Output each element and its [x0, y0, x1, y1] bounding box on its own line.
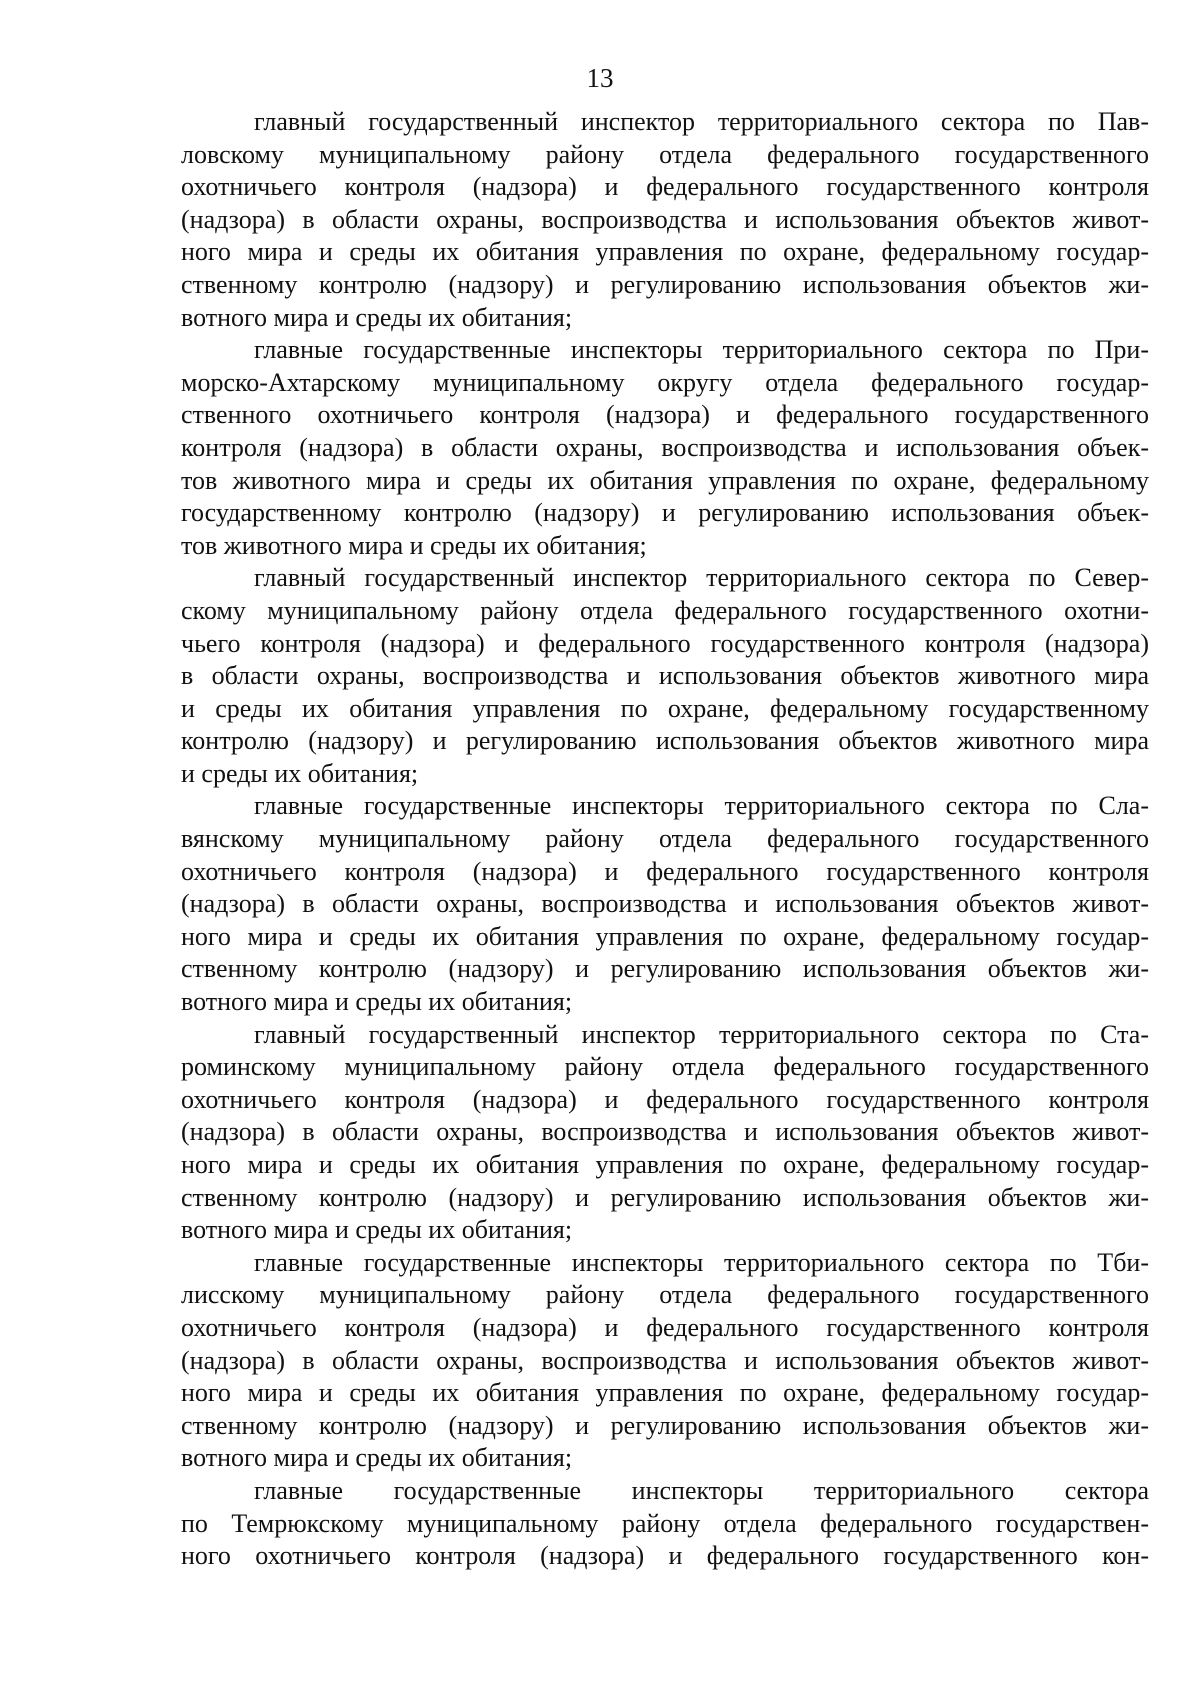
- text-line: государственному контролю (надзору) и регулированию использования объек-: [181, 498, 1149, 528]
- text-line: ного охотничьего контроля (надзора) и федерального государственного кон-: [181, 1541, 1149, 1571]
- text-line: ственному контролю (надзору) и регулированию использования объектов жи-: [181, 1410, 1149, 1440]
- document-body: [181, 106, 1149, 1573]
- text-line: вотного мира и среды их обитания;: [181, 302, 573, 332]
- text-line: главные государственные инспекторы территориального сектора по Сла-: [254, 791, 1149, 821]
- paragraph: [181, 562, 1149, 790]
- page-number: 13: [586, 63, 614, 93]
- text-line: охотничьего контроля (надзора) и федерального государственного контроля: [181, 1084, 1149, 1114]
- text-line: (надзора) в области охраны, воспроизводства и использования объектов живот-: [181, 204, 1149, 234]
- text-line: роминскому муниципальному району отдела федерального государственного: [181, 1052, 1149, 1082]
- text-line: главный государственный инспектор территориального сектора по Ста-: [254, 1019, 1149, 1049]
- text-line: ного мира и среды их обитания управления по охране, федеральному государ-: [181, 1150, 1149, 1179]
- text-line: главные государственные инспекторы территориального сектора по При-: [254, 335, 1149, 365]
- paragraph: [181, 1475, 1149, 1573]
- text-line: (надзора) в области охраны, воспроизводства и использования объектов живот-: [181, 889, 1149, 919]
- text-line: по Темрюкскому муниципальному району отдела федерального государствен-: [181, 1508, 1149, 1538]
- text-line: вотного мира и среды их обитания;: [181, 1443, 573, 1473]
- text-line: чьего контроля (надзора) и федерального государственного контроля (надзора): [181, 628, 1149, 658]
- text-line: охотничьего контроля (надзора) и федерального государственного контроля: [181, 856, 1149, 886]
- text-line: ственному контролю (надзору) и регулированию использования объектов жи-: [181, 1182, 1149, 1212]
- text-line: морско-Ахтарскому муниципальному округу отдела федерального государ-: [181, 367, 1149, 397]
- text-line: (надзора) в области охраны, воспроизводства и использования объектов живот-: [181, 1117, 1149, 1147]
- text-line: главный государственный инспектор территориального сектора по Пав-: [254, 107, 1149, 136]
- text-line: ственного охотничьего контроля (надзора) и федерального государственного: [181, 400, 1149, 430]
- text-line: вянскому муниципальному району отдела федерального государственного: [181, 824, 1149, 854]
- text-line: ного мира и среды их обитания управления по охране, федеральному государ-: [181, 921, 1149, 951]
- text-line: скому муниципальному району отдела федерального государственного охотни-: [181, 595, 1149, 625]
- text-line: и среды их обитания;: [181, 758, 419, 788]
- text-line: ного мира и среды их обитания управления по охране, федеральному государ-: [181, 237, 1149, 267]
- paragraph: [181, 1247, 1149, 1475]
- text-line: и среды их обитания управления по охране, федеральному государственному: [181, 693, 1149, 723]
- text-line: ственному контролю (надзору) и регулированию использования объектов жи-: [181, 269, 1149, 299]
- text-line: тов животного мира и среды их обитания;: [181, 530, 647, 560]
- text-line: главный государственный инспектор территориального сектора по Север-: [254, 563, 1149, 593]
- text-line: вотного мира и среды их обитания;: [181, 987, 573, 1017]
- text-line: ственному контролю (надзору) и регулированию использования объектов жи-: [181, 954, 1149, 984]
- text-line: главные государственные инспекторы территориального сектора по Тби-: [254, 1247, 1149, 1277]
- text-line: охотничьего контроля (надзора) и федерального государственного контроля: [181, 172, 1149, 202]
- text-line: охотничьего контроля (надзора) и федерального государственного контроля: [181, 1312, 1149, 1342]
- text-line: вотного мира и среды их обитания;: [181, 1215, 573, 1245]
- paragraph: [181, 106, 1149, 334]
- text-line: (надзора) в области охраны, воспроизводства и использования объектов живот-: [181, 1345, 1149, 1375]
- text-line: ловскому муниципальному району отдела федерального государственного: [181, 139, 1149, 169]
- text-line: лисскому муниципальному району отдела федерального государственного: [181, 1280, 1149, 1310]
- text-line: главные государственные инспекторы территориального сектора: [254, 1475, 1149, 1505]
- text-line: контролю (надзору) и регулированию использования объектов животного мира: [181, 726, 1149, 756]
- paragraph: [181, 334, 1149, 562]
- text-line: контроля (надзора) в области охраны, воспроизводства и использования объек-: [181, 432, 1149, 462]
- paragraph: [181, 790, 1149, 1018]
- text-line: в области охраны, воспроизводства и использования объектов животного мира: [181, 661, 1149, 691]
- text-line: тов животного мира и среды их обитания управления по охране, федеральному: [181, 465, 1149, 495]
- text-line: ного мира и среды их обитания управления по охране, федеральному государ-: [181, 1378, 1149, 1408]
- paragraph: [181, 1019, 1149, 1247]
